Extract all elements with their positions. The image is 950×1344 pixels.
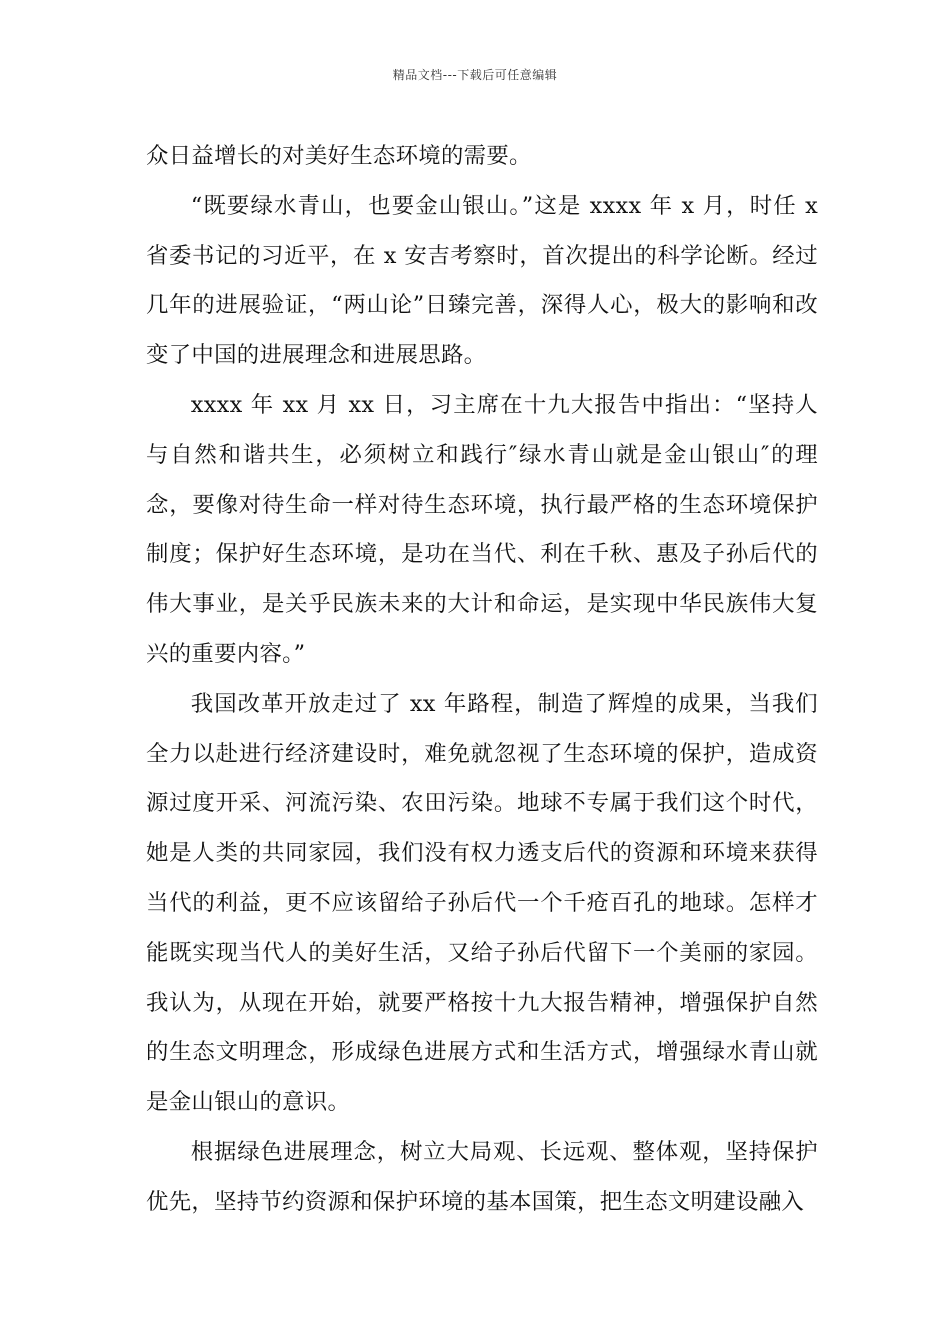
page-header: 精品文档---下载后可任意编辑: [392, 68, 558, 82]
paragraph-2: “既要绿水青山，也要金山银山。”这是 xxxx 年 x 月，时任 x 省委书记的习近平，在 x 安吉考察时，首次提出的科学论断。经过几年的进展验证，“两山论”日臻完善，深得人心，极大的影响和改变了中国的进展理念和进展思路。: [146, 192, 818, 369]
paragraph-4: 我国改革开放走过了 xx 年路程，制造了辉煌的成果，当我们全力以赴进行经济建设时，难免就忽视了生态环境的保护，造成资源过度开采、河流污染、农田污染。地球不专属于我们这个时代，她是人类的共同家园，我们没有权力透支后代的资源和环境来获得当代的利益，更不应该留给子孙后代一个千疮百孔的地球。怎样才能既实现当代人的美好生活，又给子孙后代留下一个美丽的家园。我认为，从现在开始，就要严格按十九大报告精神，增强保护自然的生态文明理念，形成绿色进展方式和生活方式，增强绿水青山就是金山银山的意识。: [146, 690, 818, 1116]
paragraph-3: xxxx 年 xx 月 xx 日，习主席在十九大报告中指出：“坚持人与自然和谐共生，必须树立和践行″绿水青山就是金山银山″的理念，要像对待生命一样对待生态环境，执行最严格的生态环境保护制度；保护好生态环境，是功在当代、利在千秋、惠及子孙后代的伟大事业，是关乎民族未来的大计和命运，是实现中华民族伟大复兴的重要内容。”: [146, 391, 818, 667]
paragraph-5: 根据绿色进展理念，树立大局观、长远观、整体观，坚持保护优先，坚持节约资源和保护环境的基本国策，把生态文明建设融入: [146, 1138, 818, 1215]
paragraph-1: 众日益增长的对美好生态环境的需要。: [146, 143, 532, 169]
document-body: [146, 132, 818, 1228]
